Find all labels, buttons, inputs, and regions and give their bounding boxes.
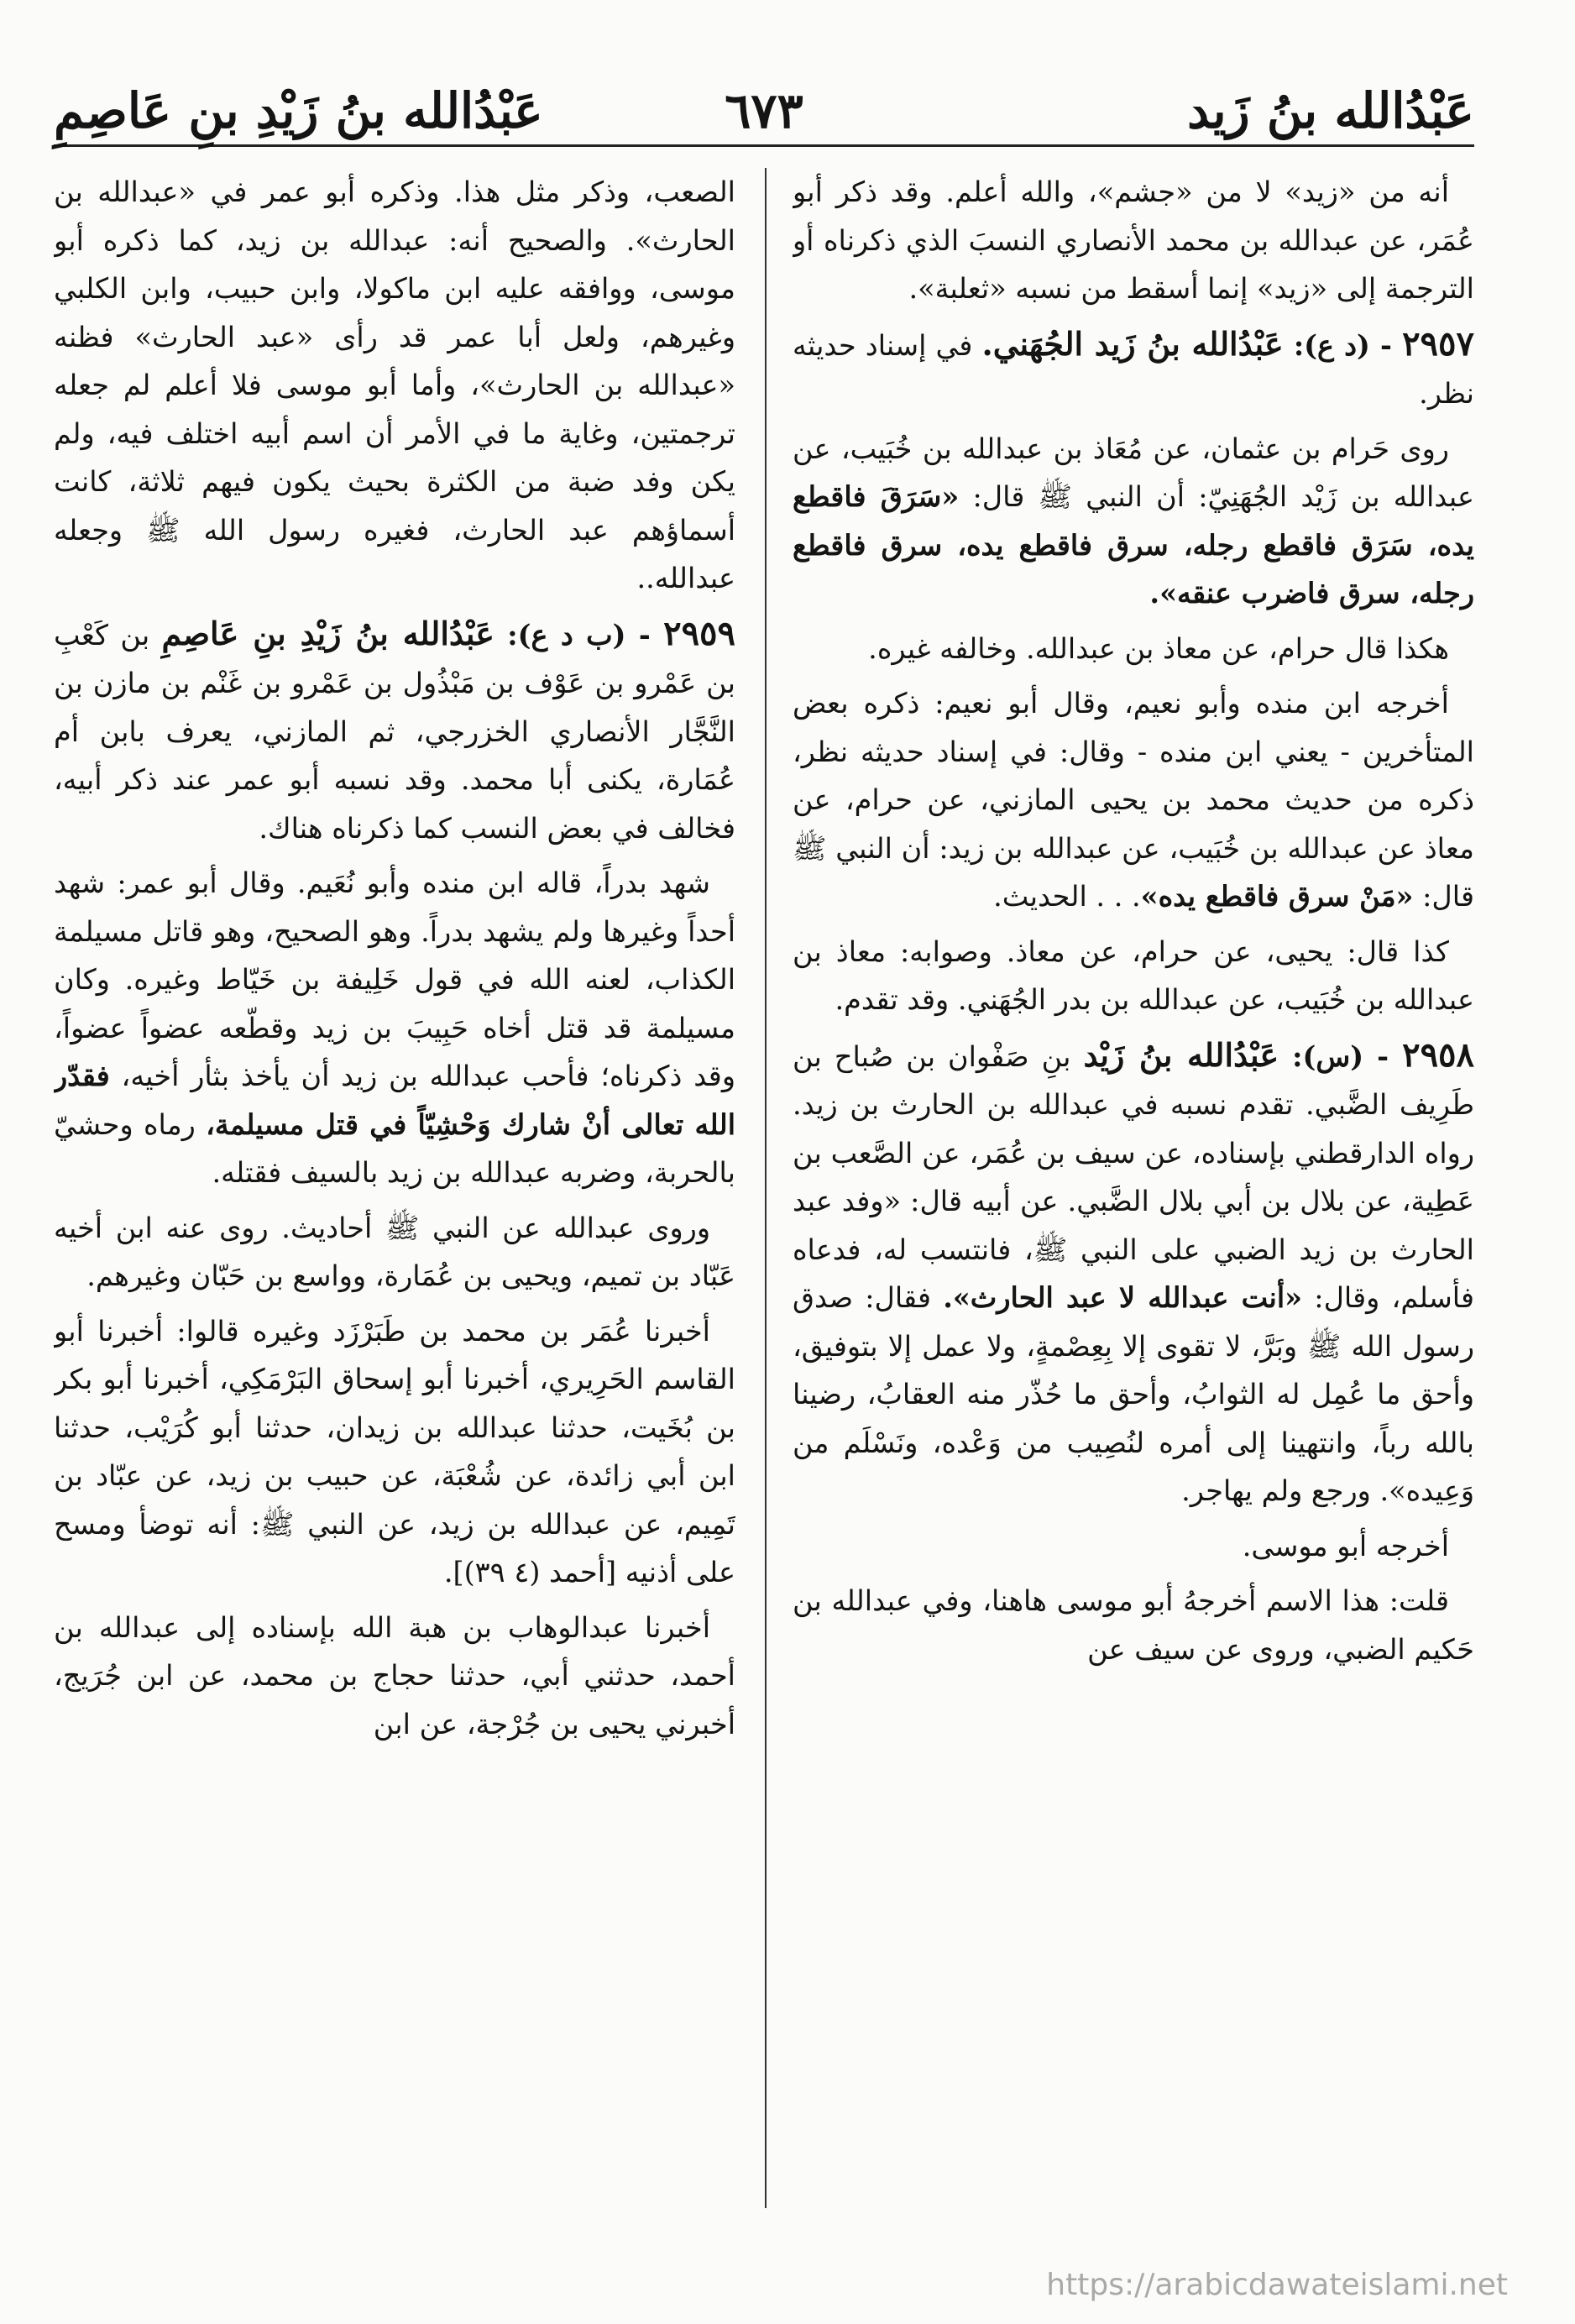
entry-number: ٢٩٥٨: [1402, 1034, 1474, 1075]
hadith-text: «مَنْ سرق فاقطع يده»: [1140, 880, 1414, 913]
running-title-left: عَبْدُالله بنُ زَيْدِ بنِ عَاصِمِ: [54, 82, 543, 139]
entry-2958: [793, 1031, 1474, 1515]
paragraph: الصعب، وذكر مثل هذا. وذكره أبو عمر في «عبدالله بن الحارث». والصحيح أنه: عبدالله بن زيد، كما ذكره أبو موسى، ووافقه عليه ابن ماكولا، وابن حبيب، وابن الكلبي وغيرهم، ولعل أبا عمر قد رأى «عبد الحارث» فظنه «عبدالله بن الحارث»، وأما أبو موسى فلا أعلم لم جعله ترجمتين، وغاية ما في الأمر أن اسم أبيه اختلف فيه، ولم يكن وفد ضبة من الكثرة بحيث يكون فيهم ثلاثة، كانت أسماؤهم عبد الحارث، فغيره رسول الله ﷺ وجعله عبدالله..: [54, 175, 735, 594]
entry-number: ٢٩٥٧: [1402, 323, 1474, 364]
paragraph: أخبرنا عبدالوهاب بن هبة الله بإسناده إلى عبدالله بن أحمد، حدثني أبي، حدثنا حجاج بن محمد، عن ابن جُرَيج، أخبرني يحيى بن جُرْجة، عن ابن: [54, 1610, 735, 1740]
entry-text: بن كَعْبِ بن عَمْرو بن عَوْف بن مَبْذُول بن عَمْرو بن غَنْم بن مازن بن النَّجَّار الأنصاري الخزرجي، ثم المازني، يعرف بابن أم عُمَارة، يكنى أبا محمد. وقد نسبه أبو عمر عند ذكر أبيه، فخالف في بعض النسب كما ذكرناه هناك.: [54, 618, 735, 845]
paragraph-text: روى حَرام بن عثمان، عن مُعَاذ بن عبدالله بن خُبَيب، عن عبدالله بن زَيْد الجُهَنِيّ: أن النبي ﷺ قال:: [793, 432, 1474, 513]
entry-name: عَبْدُالله بنُ زَيْد: [1083, 1035, 1279, 1074]
paragraph: [793, 679, 1474, 921]
left-column: [54, 168, 735, 2250]
source-watermark: https://arabicdawateislami.net: [1046, 2268, 1508, 2302]
entry-number: ٢٩٥٩: [663, 613, 735, 653]
paragraph: أخبرنا عُمَر بن محمد بن طَبَرْزَد وغيره قالوا: أخبرنا أبو القاسم الحَرِيري، أخبرنا أبو إسحاق البَرْمَكِي، أخبرنا أبو بكر بن بُخَيت، حدثنا عبدالله بن زيدان، حدثنا أبو كُرَيْب، حدثنا ابن أبي زائدة، عن شُعْبَة، عن حبيب بن زيد، عن عبّاد بن تَمِيم، عن عبدالله بن زيد، عن النبي ﷺ: أنه توضأ ومسح على أذنيه [أحمد (٤ ٣٩)].: [54, 1314, 735, 1589]
paragraph: [54, 859, 735, 1197]
emphasis-text: فقدّر الله تعالى أنْ شارك وَحْشِيّاً في قتل مسيلمة،: [54, 1060, 735, 1141]
paragraph: هكذا قال حرام، عن معاذ بن عبدالله. وخالفه غيره.: [868, 631, 1449, 665]
entry-text: فقال: صدق رسول الله ﷺ وبَرَّ، لا تقوى إلا بِعِصْمةٍ، ولا عمل إلا بتوفيق، وأحق ما عُمِل له الثوابُ، وأحق ما حُذّر منه العقابُ، رضينا بالله رباً، وانتهينا إلى أمره لنُصِيب من وَعْده، ونَسْلَم من وَعِيده». ورجع ولم يهاجر.: [793, 1281, 1474, 1507]
hadith-text: «أنت عبدالله لا عبد الحارث».: [943, 1281, 1303, 1314]
entry-name: عَبْدُالله بنُ زَيد الجُهَني.: [981, 324, 1284, 363]
running-title-right: عَبْدُالله بنُ زَيد: [1187, 82, 1474, 139]
running-head: [54, 77, 1474, 147]
entry-text: بنِ صَفْوان بن صُباح بن طَرِيف الضَّبي. تقدم نسبه في عبدالله بن الحارث بن زيد. رواه الدارقطني بإسناده، عن سيف بن عُمَر، عن الصَّعب بن عَطِية، عن بلال بن أبي بلال الضَّبي. عن أبيه قال: «وفد عبد الحارث بن زيد الضبي على النبي ﷺ، فانتسب له، فدعاه فأسلم، وقال:: [793, 1039, 1474, 1314]
paragraph: أخرجه أبو موسى.: [1242, 1529, 1449, 1562]
right-column: [793, 168, 1474, 2250]
paragraph: وروى عبدالله عن النبي ﷺ أحاديث. روى عنه ابن أخيه عَبّاد بن تميم، ويحيى بن عُمَارة، وواسع بن حَبّان وغيرهم.: [54, 1211, 735, 1292]
entry-source-code: - (د ع):: [1283, 328, 1403, 362]
text-columns: [54, 168, 1474, 2250]
paragraph-text: . . . الحديث.: [993, 880, 1141, 913]
paragraph: قلت: هذا الاسم أخرجهُ أبو موسى هاهنا، وفي عبدالله بن حَكيم الضبي، وروى عن سيف عن: [793, 1584, 1474, 1666]
page-number: ٦٧٣: [725, 82, 803, 139]
paragraph-text: أخرجه ابن منده وأبو نعيم، وقال أبو نعيم: ذكره بعض المتأخرين - يعني ابن منده - وقال: في إسناد حديثه نظر، ذكره من حديث محمد بن يحيى المازني، عن حرام، عن معاذ عن عبدالله بن خُبَيب، عن عبدالله بن زيد: أن النبي ﷺ قال:: [793, 687, 1474, 913]
paragraph: أنه من «زيد» لا من «جشم»، والله أعلم. وقد ذكر أبو عُمَر، عن عبدالله بن محمد الأنصاري النسبَ الذي ذكرناه أو الترجمة إلى «زيد» إنما أسقط من نسبه «ثعلبة».: [793, 175, 1474, 305]
entry-2957: [793, 320, 1474, 418]
entry-name: عَبْدُالله بنُ زَيْدِ بنِ عَاصِمِ: [161, 614, 494, 652]
entry-text: في إسناد حديثه نظر.: [793, 328, 1474, 410]
entry-source-code: - (س):: [1279, 1039, 1403, 1073]
paragraph: [793, 425, 1474, 618]
hadith-text: «سَرَقَ فاقطع يده، سَرَق فاقطع رجله، سرق فاقطع يده، سرق فاقطع رجله، سرق فاضرب عنقه».: [793, 480, 1474, 610]
entry-2959: [54, 610, 735, 853]
entry-source-code: - (ب د ع):: [494, 618, 664, 652]
paragraph-text: رماه وحشيّ بالحربة، وضربه عبدالله بن زيد بالسيف فقتله.: [54, 1107, 735, 1189]
column-divider: [765, 168, 767, 2208]
paragraph-text: شهد بدراً، قاله ابن منده وأبو نُعَيم. وقال أبو عمر: شهد أحداً وغيرها ولم يشهد بدراً. وهو الصحيح، وهو قاتل مسيلمة الكذاب، لعنه الله في قول خَلِيفة بن خَيّاط وغيره. وكان مسيلمة قد قتل أخاه حَبِيبَ بن زيد وقطّعه عضواً عضواً، وقد ذكرناه؛ فأحب عبدالله بن زيد أن يأخذ بثأر أخيه،: [54, 866, 735, 1092]
paragraph: كذا قال: يحيى، عن حرام، عن معاذ. وصوابه: معاذ بن عبدالله بن خُبَيب، عن عبدالله بن بدر الجُهَني. وقد تقدم.: [793, 934, 1474, 1016]
